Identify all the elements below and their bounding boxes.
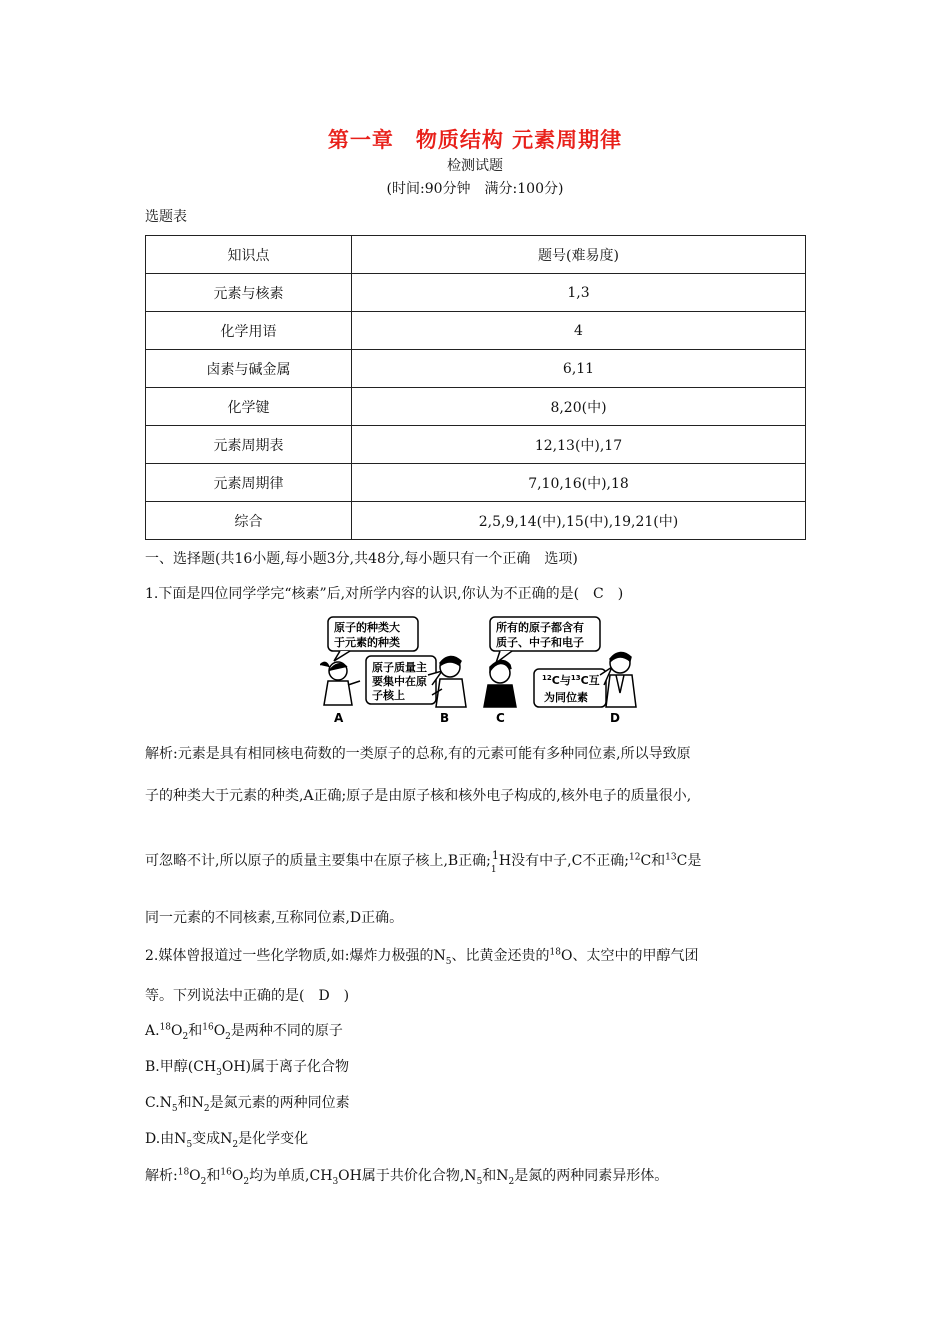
student-d-illustration: [606, 652, 636, 707]
analysis-text: 均为单质,CH: [249, 1168, 333, 1184]
option-text: D.由N: [145, 1131, 187, 1147]
stem-text: 2.媒体曾报道过一些化学物质,如:爆炸力极强的N: [145, 948, 446, 964]
table-cell: 7,10,16(中),18: [352, 464, 806, 502]
table-caption: 选题表: [145, 209, 187, 225]
analysis-text: H没有中子,C不正确;: [498, 853, 629, 869]
subscript: 2: [243, 1176, 250, 1187]
question-1-stem: 1.下面是四位同学学完“核素”后,对所学内容的认识,你认为不正确的是( C ): [145, 586, 624, 602]
table-cell: 元素周期表: [146, 426, 352, 464]
option-text: O: [213, 1023, 226, 1039]
analysis-text: 和N: [482, 1168, 509, 1184]
subscript: 5: [445, 956, 452, 967]
table-cell: 卤素与碱金属: [146, 350, 352, 388]
student-a-illustration: [320, 662, 360, 705]
option-text: 和: [188, 1023, 203, 1039]
speech-bubble-d: [534, 667, 612, 707]
bubble-b-line: 子核上: [372, 689, 405, 702]
option-text: 是化学变化: [238, 1131, 309, 1147]
question-2-stem-line: [145, 945, 698, 967]
bubble-d-line: 为同位素: [544, 691, 588, 704]
topic-selection-table: [145, 235, 806, 540]
figure-label-c: C: [496, 711, 505, 725]
analysis-text: OH属于共价化合物,N: [338, 1168, 477, 1184]
mass-number: 18: [159, 1022, 172, 1033]
analysis-text: O: [231, 1168, 244, 1184]
subscript: 2: [508, 1176, 515, 1187]
analysis-text: 可忽略不计,所以原子的质量主要集中在原子核上,B正确;: [145, 853, 491, 869]
question-1-analysis-line: 解析:元素是具有相同核电荷数的一类原子的总称,有的元素可能有多种同位素,所以导致原: [145, 746, 691, 762]
table-cell: 元素与核素: [146, 274, 352, 312]
bubble-a-line: 于元素的种类: [334, 636, 400, 649]
table-header-row: [146, 236, 806, 274]
analysis-text: 是氮的两种同素异形体。: [514, 1168, 669, 1184]
column-header: 题号(难易度): [352, 236, 806, 274]
analysis-text: C和: [640, 853, 666, 869]
table-cell: 化学键: [146, 388, 352, 426]
subscript: 5: [476, 1176, 483, 1187]
speech-bubble-b: [366, 656, 442, 704]
question-1-analysis-line: 同一元素的不同核素,互称同位素,D正确。: [145, 910, 404, 926]
question-2-analysis: [145, 1165, 668, 1187]
option-text: OH)属于离子化合物: [221, 1059, 350, 1075]
table-cell: 元素周期律: [146, 464, 352, 502]
table-cell: 2,5,9,14(中),15(中),19,21(中): [352, 502, 806, 540]
figure-label-a: A: [334, 711, 344, 725]
speech-bubble-a: [328, 617, 418, 661]
page-subtitle: 检测试题: [447, 158, 503, 174]
word-mutual: 互: [588, 674, 600, 687]
bubble-b-line: 要集中在原: [372, 675, 427, 688]
page-title: 第一章 物质结构 元素周期律: [327, 128, 623, 152]
table-row: [146, 464, 806, 502]
subscript: 5: [171, 1103, 178, 1114]
figure-label-b: B: [440, 711, 450, 725]
option-text: 是氮元素的两种同位素: [209, 1095, 350, 1111]
word-and: 与: [559, 674, 571, 687]
option-text: A.: [145, 1023, 160, 1039]
table-cell: 化学用语: [146, 312, 352, 350]
table-row: [146, 502, 806, 540]
mass-number: 12: [629, 852, 641, 863]
element-symbol: C: [551, 674, 560, 687]
option-text: O: [171, 1023, 183, 1039]
student-b-illustration: [432, 656, 466, 707]
subscript: 3: [216, 1067, 222, 1078]
option-d: [145, 1128, 308, 1150]
mass-number: 18: [549, 947, 561, 958]
subscript: 2: [200, 1176, 207, 1187]
sup-mass-number: 12: [542, 674, 552, 682]
table-cell: 4: [352, 312, 806, 350]
time-info: (时间:90分钟 满分:100分): [386, 181, 564, 197]
option-text: 变成N: [192, 1131, 233, 1147]
mass-number: 16: [202, 1022, 214, 1033]
table-row: [146, 426, 806, 464]
table-row: [146, 350, 806, 388]
subscript: 2: [225, 1031, 231, 1042]
column-header: 知识点: [146, 236, 352, 274]
subscript: 2: [182, 1031, 189, 1042]
students-figure: [320, 615, 640, 725]
question-1-analysis-line: [145, 849, 702, 875]
option-text: 是两种不同的原子: [230, 1023, 343, 1039]
stem-text: 、比黄金还贵的: [451, 948, 550, 964]
table-cell: 综合: [146, 502, 352, 540]
mass-number: 1: [491, 849, 499, 862]
sup-mass-number: 13: [570, 674, 581, 682]
option-a: [145, 1020, 343, 1042]
section-heading: 一、选择题(共16小题,每小题3分,共48分,每小题只有一个正确 选项): [145, 551, 578, 567]
figure-label-d: D: [610, 711, 620, 725]
stem-text: O、太空中的甲醇气团: [560, 948, 699, 964]
mass-number: 16: [220, 1167, 232, 1178]
table-row: [146, 312, 806, 350]
table-cell: 6,11: [352, 350, 806, 388]
analysis-text: O: [189, 1168, 201, 1184]
analysis-text: C是: [676, 853, 702, 869]
table-cell: 1,3: [352, 274, 806, 312]
table-row: [146, 388, 806, 426]
subscript: 5: [186, 1139, 193, 1150]
analysis-text: 和: [206, 1168, 221, 1184]
student-c-illustration: [484, 660, 516, 707]
bubble-b-line: 原子质量主: [372, 661, 427, 674]
question-2-stem-line: 等。下列说法中正确的是( D ): [145, 988, 350, 1004]
table-row: [146, 274, 806, 312]
bubble-c-line: 质子、中子和电子: [496, 636, 584, 649]
bubble-a-line: 原子的种类大: [334, 621, 400, 634]
option-c: [145, 1092, 350, 1114]
mass-number: 13: [665, 852, 677, 863]
subscript: 2: [232, 1139, 239, 1150]
mass-number: 18: [177, 1167, 190, 1178]
option-text: C.N: [145, 1095, 172, 1111]
option-text: 和N: [177, 1095, 204, 1111]
element-symbol: C: [580, 674, 589, 687]
subscript: 2: [203, 1103, 210, 1114]
atomic-number: 1: [490, 865, 497, 875]
subscript: 3: [332, 1176, 339, 1187]
question-1-analysis-line: 子的种类大于元素的种类,A正确;原子是由原子核和核外电子构成的,核外电子的质量很小,: [145, 788, 692, 804]
option-b: [145, 1056, 349, 1078]
table-cell: 8,20(中): [352, 388, 806, 426]
analysis-text: 解析:: [145, 1168, 178, 1184]
speech-bubble-c: [490, 617, 600, 663]
table-cell: 12,13(中),17: [352, 426, 806, 464]
option-text: B.甲醇(CH: [145, 1059, 217, 1075]
bubble-c-line: 所有的原子都含有: [496, 621, 584, 634]
